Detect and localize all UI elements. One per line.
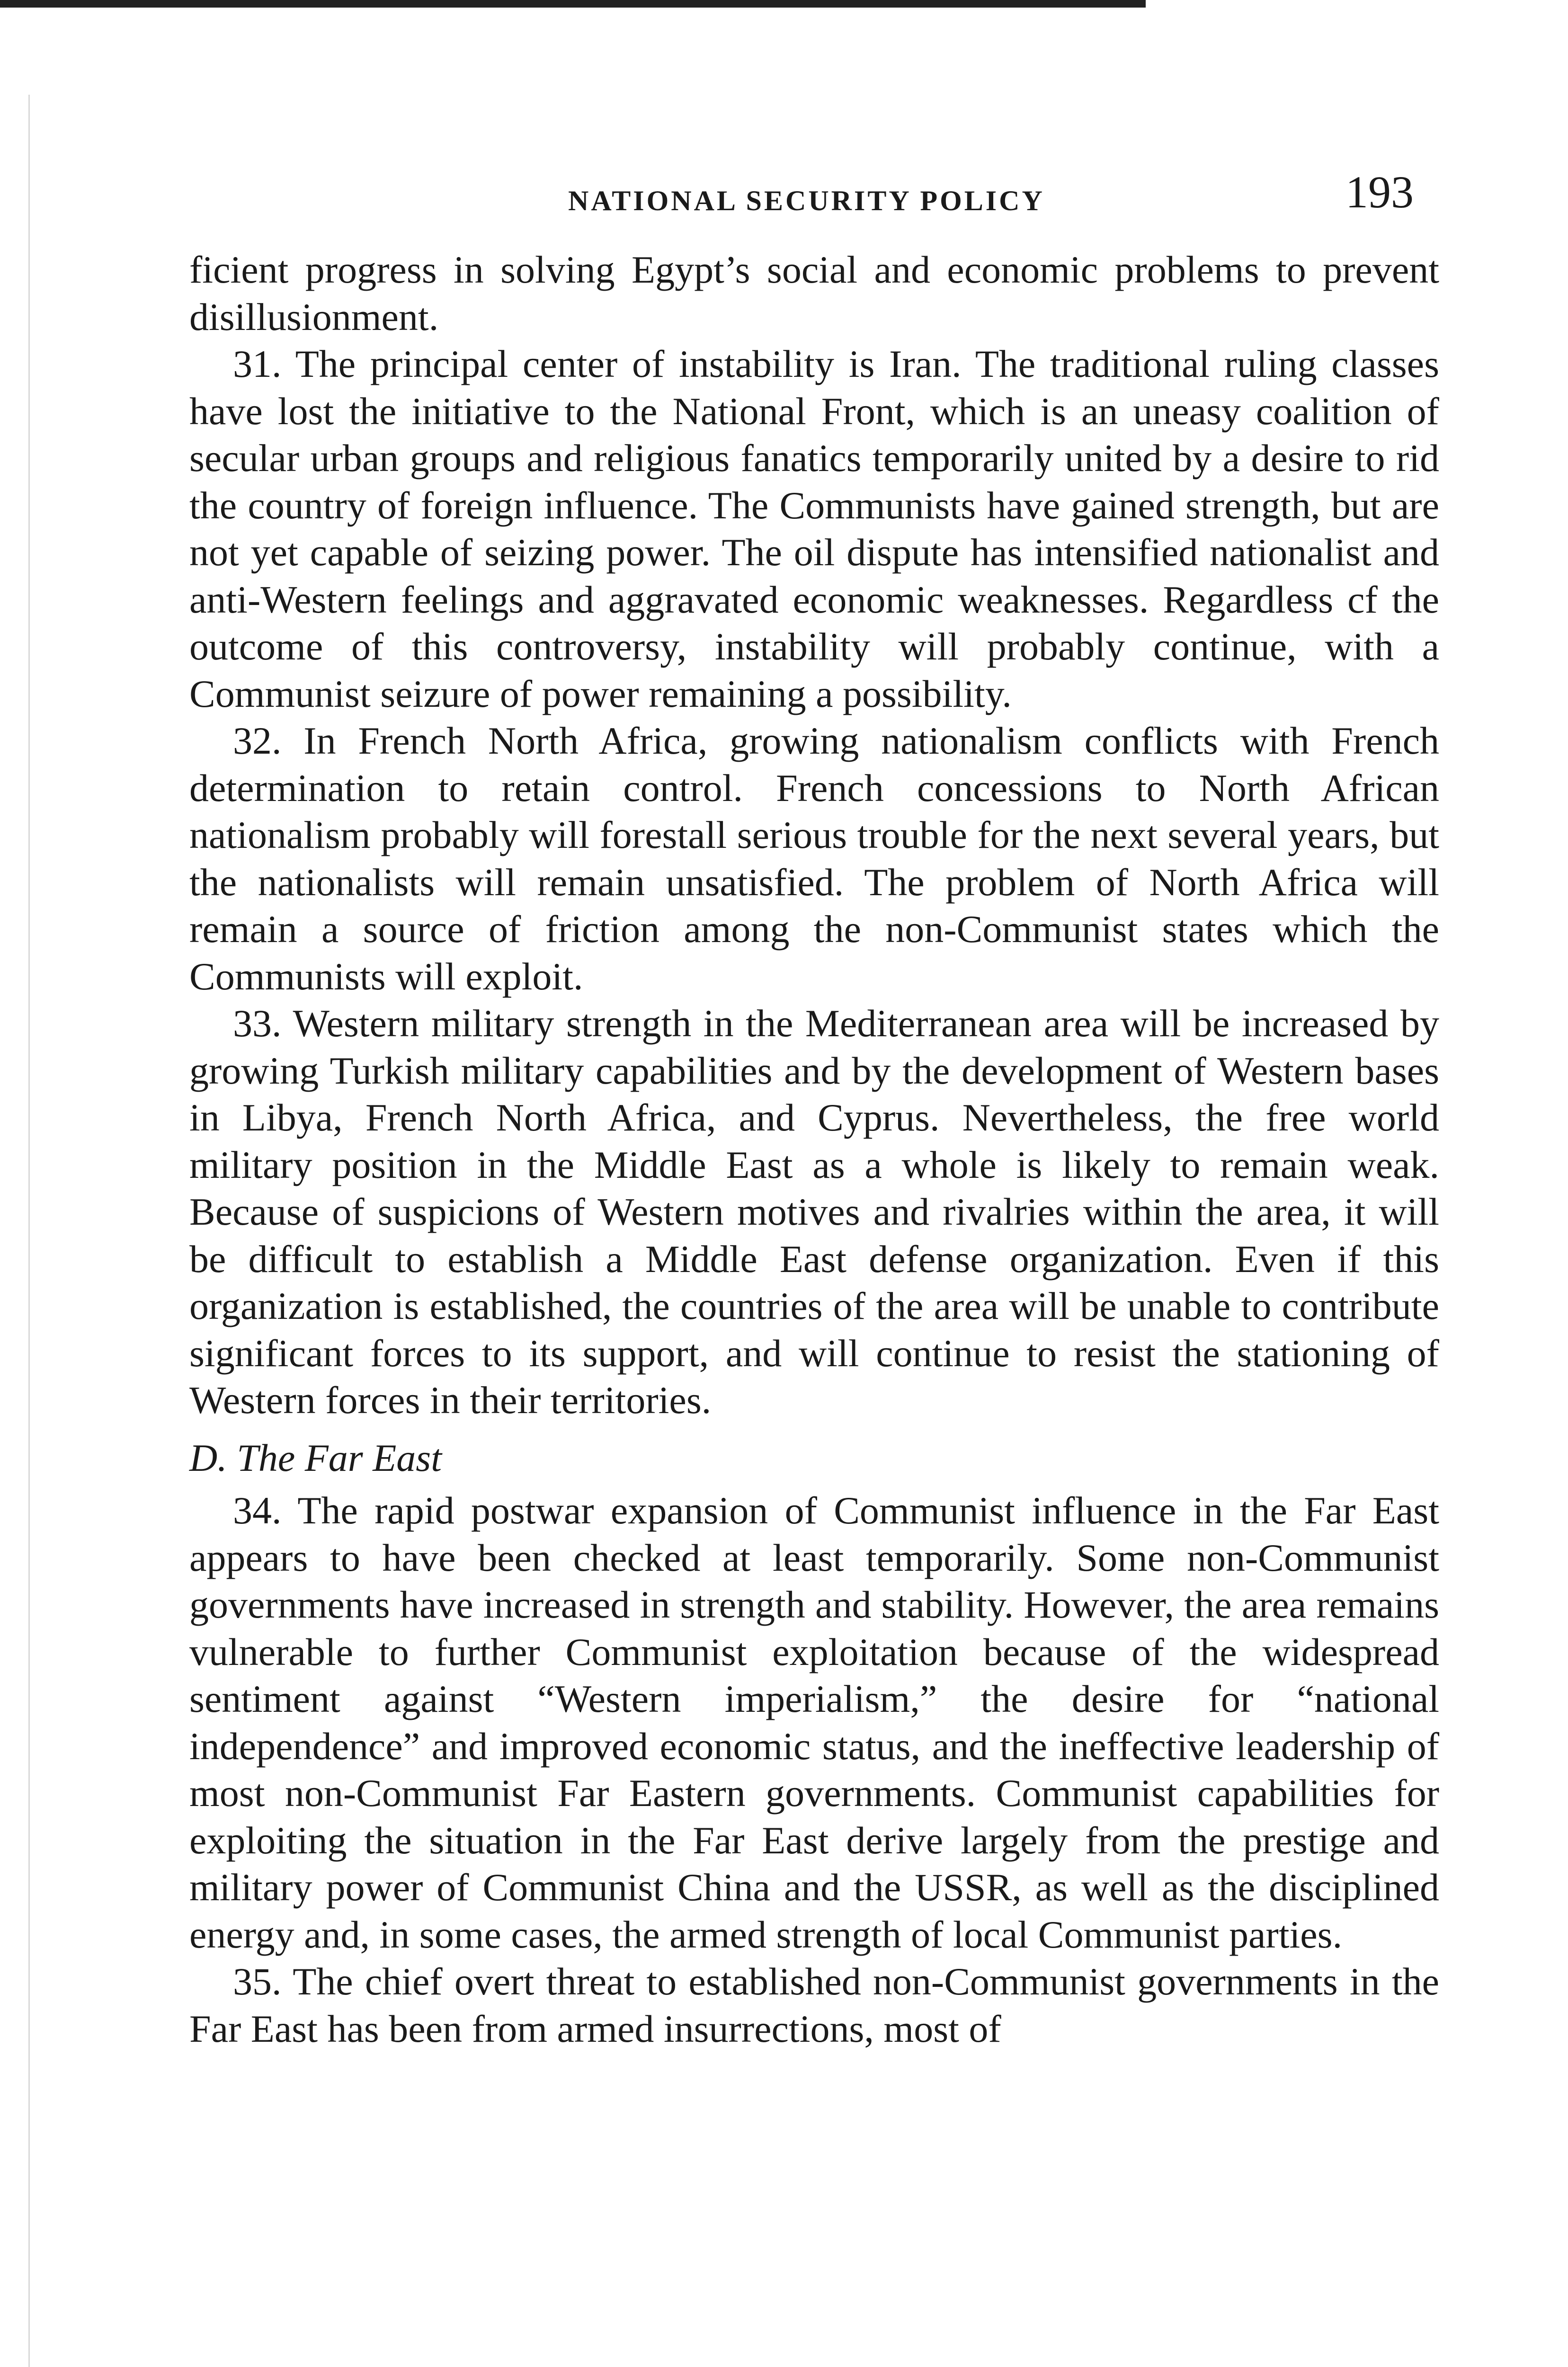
paragraph-continuation: ficient progress in solving Egypt’s social and economic problems to prevent disillusionment. <box>189 248 1439 338</box>
paragraph-33: 33. Western military strength in the Mediterranean area will be increased by growing Turkish military capabilities and by the development of Western bases in Libya, French North Africa, and Cyprus. Nevertheless, the free world military position in the Middle East as a whole is likely to remain weak. Because of suspicions of Western motives and rivalries within the area, it will be difficult to establish a Middle East defense organization. Even if this organization is established, the countries of the area will be unable to contribute significant forces to its support, and will continue to resist the stationing of Western forces in their territories. <box>189 1002 1439 1422</box>
page-number: 193 <box>1345 167 1414 217</box>
paragraph-32: 32. In French North Africa, growing nationalism conflicts with French determination to retain control. French concessions to North African nationalism probably will forestall serious trouble for the next several years, but the nationalists will remain unsatisfied. The problem of North Africa will remain a source of friction among the non-Communist states which the Communists will exploit. <box>189 719 1439 998</box>
paragraph-31: 31. The principal center of instability is Iran. The traditional ruling classes have lost the initiative to the National Front, which is an uneasy coalition of secular urban groups and religious fanatics temporarily united by a desire to rid the country of foreign influence. The Communists have gained strength, but are not yet capable of seizing power. The oil dispute has intensified nationalist and anti-Western feelings and aggravated economic weaknesses. Regardless cf the outcome of this controversy, instability will probably continue, with a Communist seizure of power remaining a possibility. <box>189 342 1439 715</box>
body-text <box>189 246 1439 2052</box>
paragraph-34: 34. The rapid postwar expansion of Communist influence in the Far East appears to have been checked at least temporarily. Some non-Communist governments have increased in strength and stability. However, the area remains vulnerable to further Communist exploitation because of the widespread sentiment against “Western imperialism,” the desire for “national independence” and improved economic status, and the ineffective leadership of most non-Communist Far Eastern governments. Communist capabilities for exploiting the situation in the Far East derive largely from the prestige and military power of Communist China and the USSR, as well as the disciplined energy and, in some cases, the armed strength of local Communist parties. <box>189 1489 1439 1956</box>
page-edge <box>28 95 30 2367</box>
running-title: NATIONAL SECURITY POLICY <box>568 185 1045 216</box>
top-rule <box>0 0 1146 8</box>
paragraph-35: 35. The chief overt threat to established non-Communist governments in the Far East has been from armed insurrections, most of <box>189 1960 1439 2050</box>
section-heading-far-east: D. The Far East <box>189 1436 442 1479</box>
